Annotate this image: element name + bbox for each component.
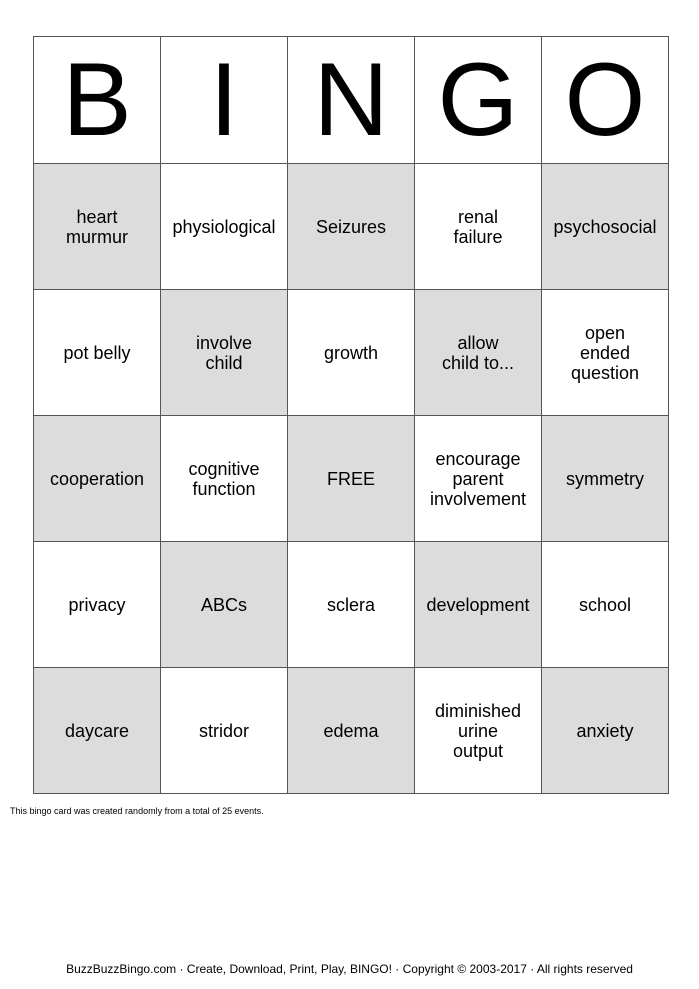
- bingo-card: [33, 36, 669, 794]
- bingo-cell: cooperation: [34, 416, 161, 542]
- bingo-cell: daycare: [34, 668, 161, 794]
- bingo-cell: diminished urine output: [415, 668, 542, 794]
- free-space-cell: FREE: [288, 416, 415, 542]
- bingo-row: [34, 416, 669, 542]
- bingo-cell: involve child: [161, 290, 288, 416]
- footer-copyright: BuzzBuzzBingo.com · Create, Download, Print, Play, BINGO! · Copyright © 2003-2017 · All rights reserved: [66, 962, 633, 976]
- bingo-cell: allow child to...: [415, 290, 542, 416]
- bingo-cell: psychosocial: [542, 164, 669, 290]
- bingo-row: [34, 290, 669, 416]
- bingo-header-row: [34, 37, 669, 164]
- bingo-cell: privacy: [34, 542, 161, 668]
- bingo-cell: pot belly: [34, 290, 161, 416]
- bingo-cell: physiological: [161, 164, 288, 290]
- bingo-cell: anxiety: [542, 668, 669, 794]
- bingo-cell: renal failure: [415, 164, 542, 290]
- bingo-cell: encourage parent involvement: [415, 416, 542, 542]
- bingo-cell: cognitive function: [161, 416, 288, 542]
- bingo-cell: development: [415, 542, 542, 668]
- generation-note: This bingo card was created randomly from a total of 25 events.: [10, 806, 264, 816]
- header-letter-g: G: [415, 37, 542, 164]
- header-letter-i: I: [161, 37, 288, 164]
- bingo-cell: sclera: [288, 542, 415, 668]
- bingo-cell: stridor: [161, 668, 288, 794]
- bingo-cell: symmetry: [542, 416, 669, 542]
- bingo-cell: Seizures: [288, 164, 415, 290]
- bingo-cell: school: [542, 542, 669, 668]
- bingo-cell: growth: [288, 290, 415, 416]
- header-letter-o: O: [542, 37, 669, 164]
- bingo-cell: edema: [288, 668, 415, 794]
- bingo-row: [34, 542, 669, 668]
- header-letter-b: B: [34, 37, 161, 164]
- header-letter-n: N: [288, 37, 415, 164]
- bingo-cell: open ended question: [542, 290, 669, 416]
- bingo-cell: heart murmur: [34, 164, 161, 290]
- bingo-cell: ABCs: [161, 542, 288, 668]
- bingo-row: [34, 668, 669, 794]
- bingo-row: [34, 164, 669, 290]
